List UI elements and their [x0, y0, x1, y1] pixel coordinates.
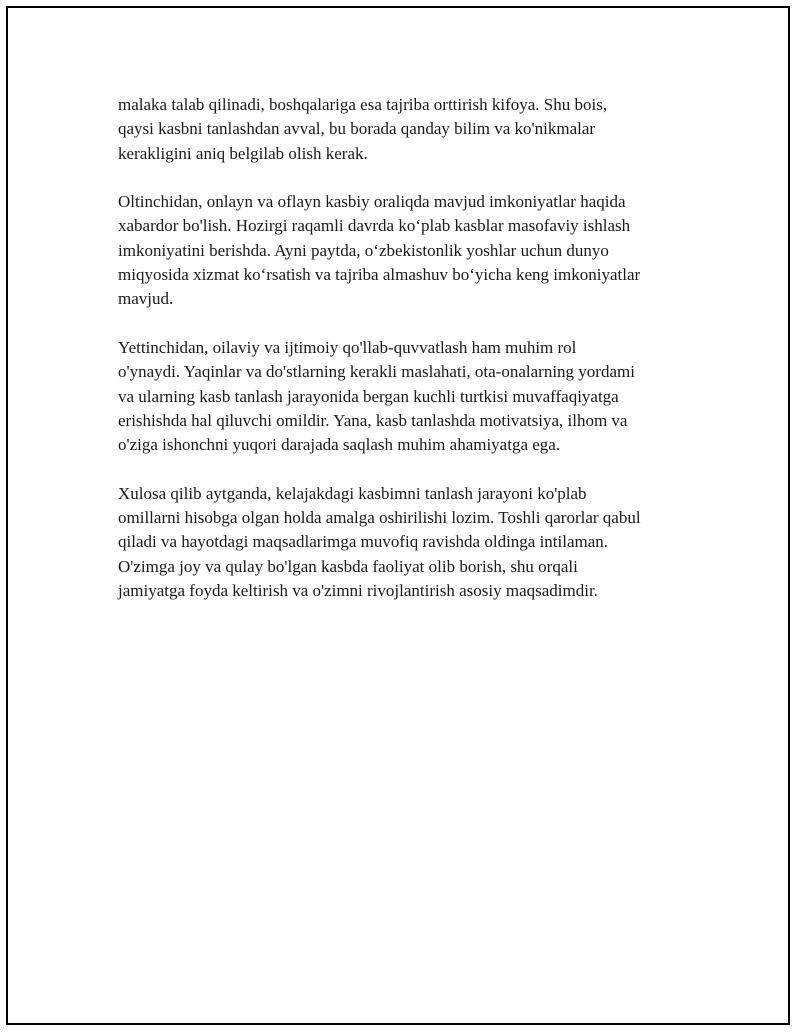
paragraph: Oltinchidan, onlayn va oflayn kasbiy oraliqda mavjud imkoniyatlar haqida xabardor bo'lish. Hozirgi raqamli davrda ko‘plab kasblar masofaviy ishlash imkoniyatini berishda. Ayni paytda, o‘zbekistonlik yoshlar uchun dunyo miqyosida xizmat ko‘rsatish va tajriba almashuv bo‘yicha keng imkoniyatlar mavjud.	[118, 192, 641, 309]
paragraph: Yettinchidan, oilaviy va ijtimoiy qo'llab-quvvatlash ham muhim rol o'ynaydi. Yaqinlar va do'stlarning kerakli maslahati, ota-onalarning yordami va ularning kasb tanlash jarayonida bergan kuchli turtkisi muvaffaqiyatga erishishda hal qiluvchi omildir. Yana, kasb tanlashda motivatsiya, ilhom va o'ziga ishonchni yuqori darajada saqlash muhim ahamiyatga ega.	[118, 337, 635, 455]
document-body	[118, 93, 698, 628]
paragraph: malaka talab qilinadi, boshqalariga esa tajriba orttirish kifoya. Shu bois, qaysi kasbni tanlashdan avval, bu borada qanday bilim va ko'nikmalar kerakligini aniq belgilab olish kerak.	[118, 95, 608, 163]
paragraph: Xulosa qilib aytganda, kelajakdagi kasbimni tanlash jarayoni ko'plab omillarni hisobga olgan holda amalga oshirilishi lozim. Toshli qarorlar qabul qiladi va hayotdagi maqsadlarimga muvofiq ravishda oldinga intilaman. O'zimga joy va qulay bo'lgan kasbda faoliyat olib borish, shu orqali jamiyatga foyda keltirish va o'zimni rivojlantirish asosiy maqsadimdir.	[118, 483, 641, 600]
